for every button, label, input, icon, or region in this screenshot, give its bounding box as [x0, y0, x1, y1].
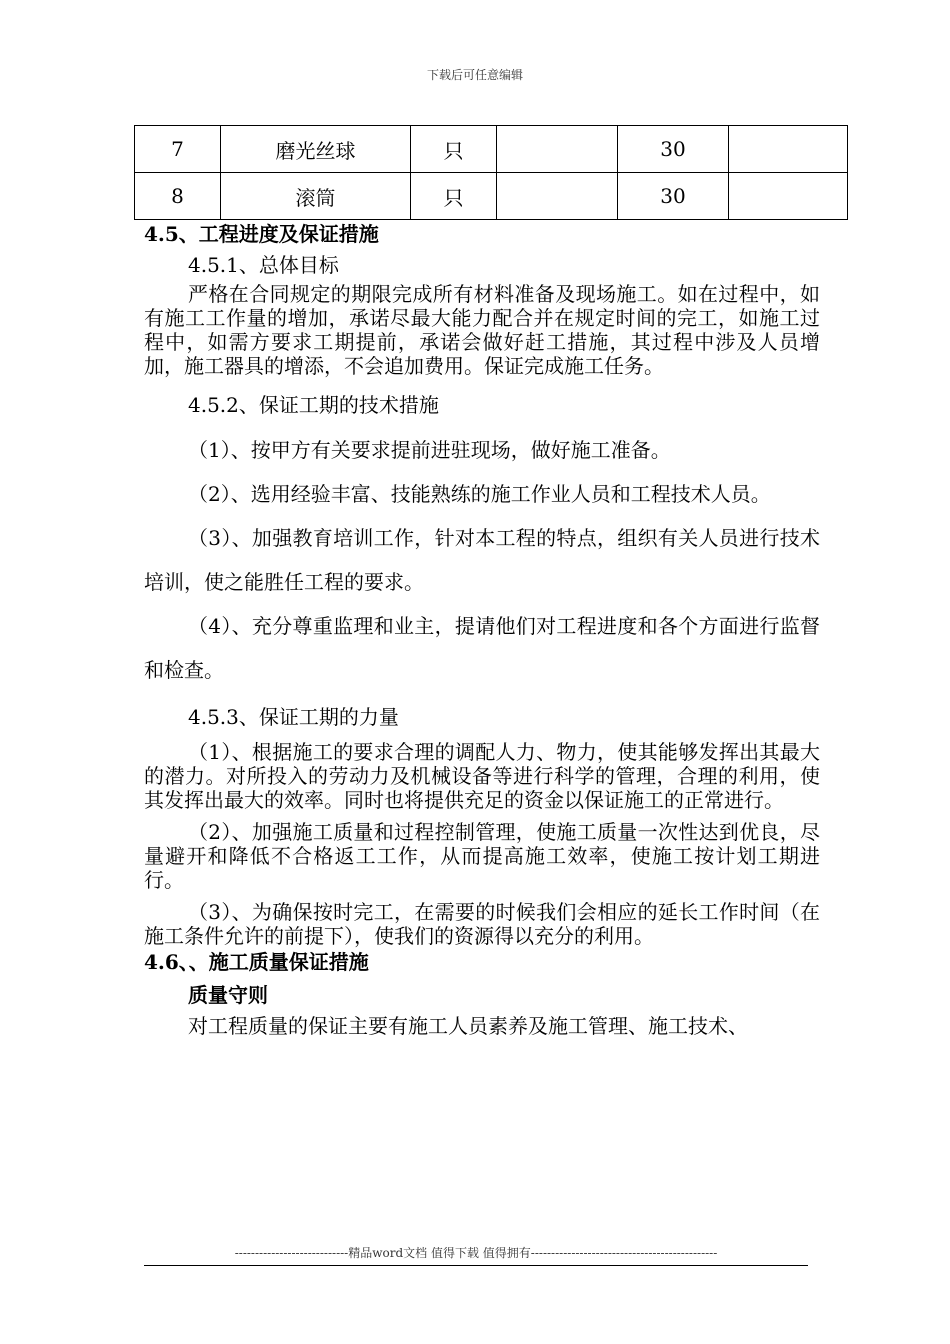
table-cell: 只: [411, 173, 497, 220]
section-heading: 4.6、、施工质量保证措施: [144, 950, 369, 974]
paragraph: 严格在合同规定的期限完成所有材料准备及现场施工。如在过程中，如有施工工作量的增加，承诺尽最大能力配合并在规定时间的完工，如施工过程中，如需方要求工期提前，承诺会做好赶工措施，其过程中涉及人员增加，施工器具的增添，不会追加费用。保证完成施工任务。: [144, 282, 820, 378]
list-item: （1）、按甲方有关要求提前进驻现场，做好施工准备。: [188, 438, 671, 462]
list-item: （2）、加强施工质量和过程控制管理，使施工质量一次性达到优良，尽量避开和降低不合格返工工作，从而提高施工效率，使施工按计划工期进行。: [144, 820, 820, 892]
subsection-heading: 4.5.2、保证工期的技术措施: [188, 393, 439, 417]
list-item: （4）、充分尊重监理和业主，提请他们对工程进度和各个方面进行监督和检查。: [144, 614, 820, 682]
subsection-heading: 4.5.3、保证工期的力量: [188, 705, 399, 729]
table-cell: 30: [618, 126, 729, 173]
table-cell: 磨光丝球: [221, 126, 411, 173]
table-cell: [497, 173, 618, 220]
table-cell: [729, 173, 848, 220]
page-footer: ----------------------------精品word文档 值得下载 值得拥有----------------------------------------------: [144, 1244, 808, 1266]
table-cell: 滚筒: [221, 173, 411, 220]
subsection-heading: 质量守则: [188, 983, 268, 1007]
table-cell: 8: [135, 173, 221, 220]
list-item: （3）、加强教育培训工作，针对本工程的特点，组织有关人员进行技术培训，使之能胜任工程的要求。: [144, 526, 820, 594]
subsection-heading: 4.5.1、总体目标: [188, 253, 339, 277]
table-cell: [729, 126, 848, 173]
list-item: （2）、选用经验丰富、技能熟练的施工作业人员和工程技术人员。: [188, 482, 771, 506]
table-row: [135, 126, 848, 173]
table-cell: 30: [618, 173, 729, 220]
materials-table: [134, 125, 848, 220]
paragraph: 对工程质量的保证主要有施工人员素养及施工管理、施工技术、: [188, 1014, 748, 1038]
table-cell: [497, 126, 618, 173]
document-body: [144, 220, 820, 1038]
page-header: 下载后可任意编辑: [426, 68, 523, 82]
list-item: （3）、为确保按时完工，在需要的时候我们会相应的延长工作时间（在施工条件允许的前提下），使我们的资源得以充分的利用。: [144, 900, 820, 948]
table-cell: 7: [135, 126, 221, 173]
list-item: （1）、根据施工的要求合理的调配人力、物力，使其能够发挥出其最大的潜力。对所投入的劳动力及机械设备等进行科学的管理，合理的利用，使其发挥出最大的效率。同时也将提供充足的资金以保证施工的正常进行。: [144, 740, 820, 812]
table-row: [135, 173, 848, 220]
section-heading: 4.5、工程进度及保证措施: [144, 222, 379, 246]
table-cell: 只: [411, 126, 497, 173]
